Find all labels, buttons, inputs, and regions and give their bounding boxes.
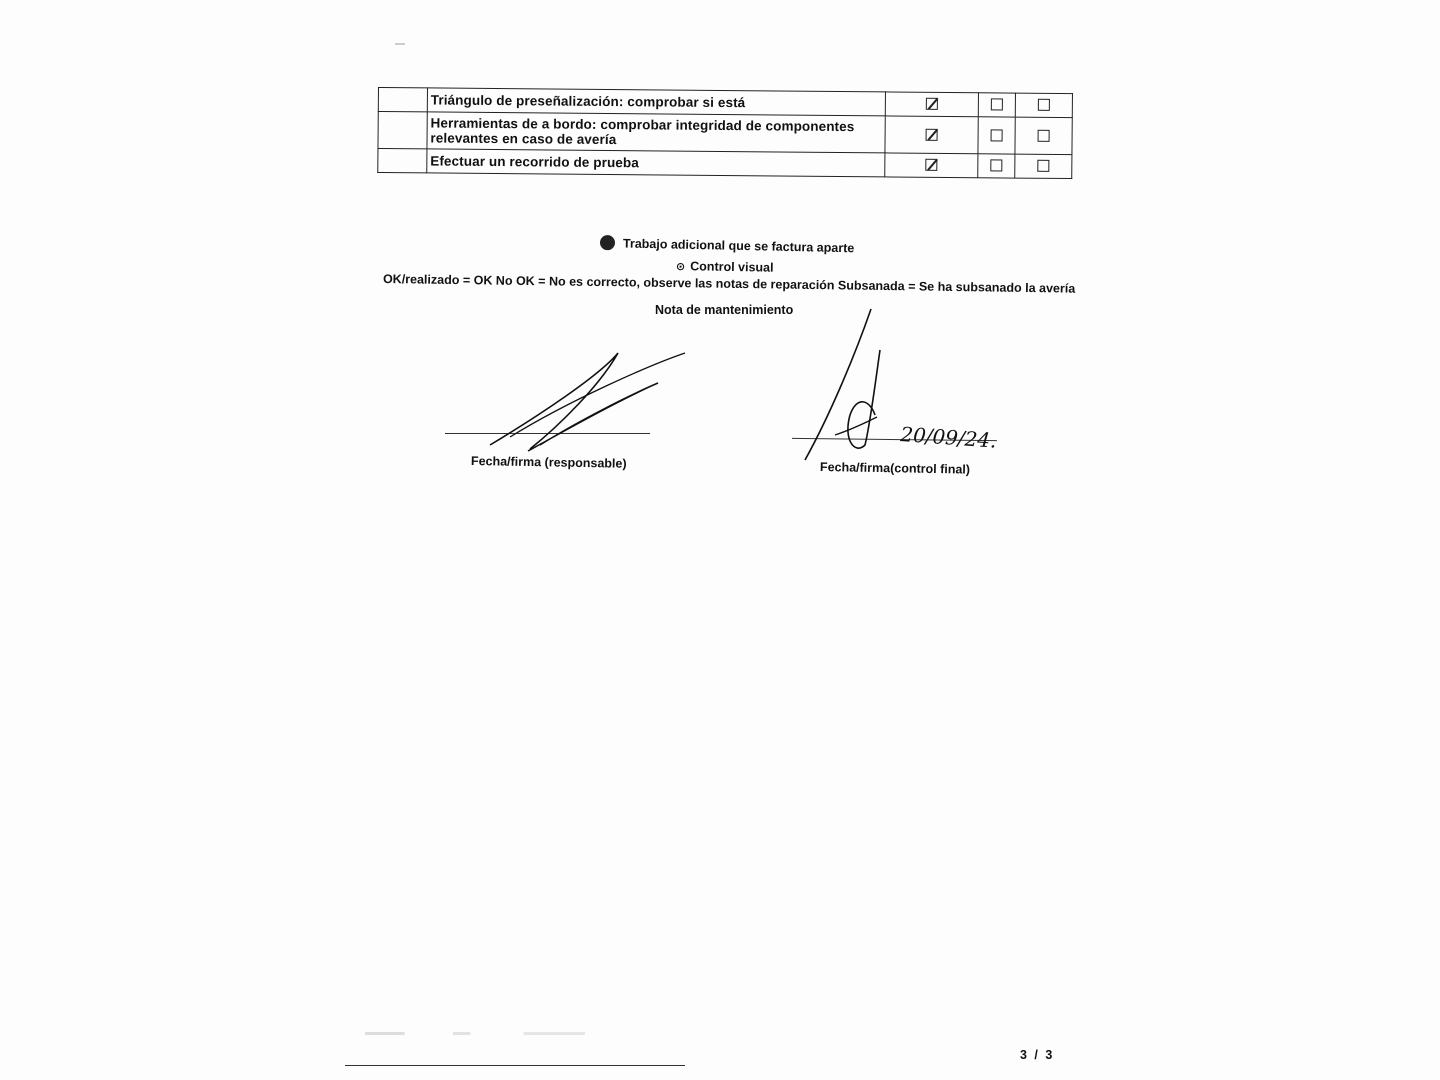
subsanada-checkbox[interactable] bbox=[1037, 160, 1049, 172]
legend-extra-work bbox=[600, 235, 855, 255]
subsanada-checkbox[interactable] bbox=[1038, 99, 1050, 111]
ok-checkbox-checked[interactable] bbox=[926, 98, 938, 110]
page-number: 3 / 3 bbox=[1020, 1048, 1055, 1062]
no-ok-checkbox[interactable] bbox=[991, 129, 1003, 141]
maintenance-checklist-table bbox=[377, 87, 1073, 179]
checklist-row bbox=[378, 149, 1072, 179]
footer-rule bbox=[345, 1065, 685, 1066]
ok-checkbox-checked[interactable] bbox=[925, 159, 937, 171]
svg-text:20/09/24.: 20/09/24. bbox=[899, 422, 998, 453]
subsanada-cell bbox=[1015, 93, 1072, 117]
scan-mark bbox=[395, 43, 405, 45]
final-control-signature bbox=[795, 305, 1010, 465]
legend-visual-control-text: Control visual bbox=[690, 259, 774, 275]
ok-cell bbox=[885, 116, 978, 154]
legend-extra-work-text: Trabajo adicional que se factura aparte bbox=[622, 236, 855, 256]
no-ok-cell bbox=[978, 154, 1015, 178]
responsible-signature-label: Fecha/firma (responsable) bbox=[470, 454, 627, 471]
final-control-signature-label: Fecha/firma(control final) bbox=[819, 460, 971, 477]
subsanada-cell bbox=[1015, 154, 1072, 178]
extra-work-dot-icon bbox=[600, 235, 615, 250]
ok-checkbox-checked[interactable] bbox=[926, 129, 938, 141]
subsanada-checkbox[interactable] bbox=[1038, 130, 1050, 142]
legend-ok-definition: OK/realizado = OK No OK = No es correcto, observe las notas de reparación Subsanada = Se ha subsanado la avería bbox=[382, 272, 1076, 296]
responsible-signature bbox=[480, 345, 700, 455]
subsanada-cell bbox=[1015, 117, 1072, 154]
checklist-item-label: Herramientas de a bordo: comprobar integridad de componentes relevantes en caso de avería bbox=[427, 112, 886, 153]
checklist-row bbox=[378, 112, 1072, 155]
ok-cell bbox=[885, 153, 978, 178]
footer-scan-marks bbox=[365, 1032, 585, 1035]
row-number-cell bbox=[378, 112, 427, 149]
checklist-item-label: Efectuar un recorrido de prueba bbox=[427, 149, 886, 177]
ok-cell bbox=[886, 92, 979, 117]
no-ok-cell bbox=[978, 117, 1015, 154]
row-number-cell bbox=[378, 88, 427, 112]
legend-visual-control bbox=[676, 259, 774, 275]
no-ok-cell bbox=[978, 93, 1015, 117]
maintenance-note-heading: Nota de mantenimiento bbox=[655, 303, 794, 317]
visual-control-eye-icon: ⊙ bbox=[675, 261, 686, 274]
row-number-cell bbox=[378, 149, 427, 173]
no-ok-checkbox[interactable] bbox=[990, 160, 1002, 172]
no-ok-checkbox[interactable] bbox=[991, 99, 1003, 111]
checklist-item-label: Triángulo de preseñalización: comprobar si está bbox=[427, 88, 886, 116]
